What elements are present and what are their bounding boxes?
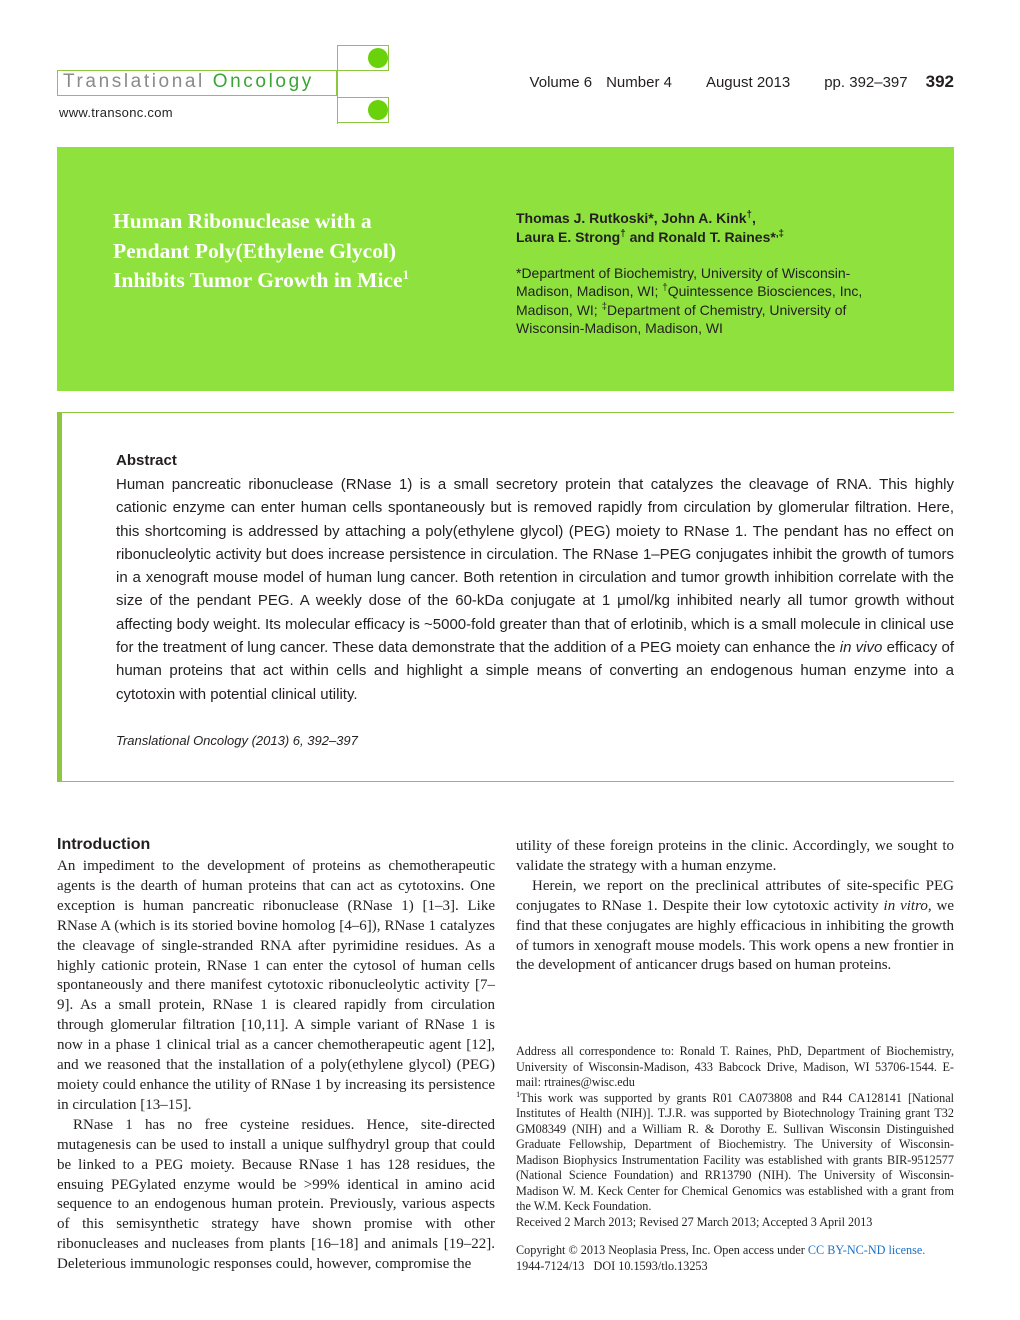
- journal-logo: Translational Oncology: [63, 71, 314, 92]
- funding-note: $^1$This work was supported by grants R01 CA073808 and R44 CA128141 [National Institutes of Health (NIH)]. T.J.R. was supported by Biotechnology Training grant T32 GM08349 (NIH) and a William R. & Dorothy E. Sullivan Wisconsin Distinguished Graduate Fellowship, Department of Biochemistry. The University of Wisconsin-Madison Biophysics Instrumentation Facility was established with grants BIR-9512577 (National Science Foundation) and RR13790 (NIH). The University of Wisconsin-Madison W. M. Keck Center for Chemical Genomics was established with a grant from the W.M. Keck Foundation.: [516, 1088, 954, 1213]
- title-footnote-mark[interactable]: 1: [402, 266, 410, 282]
- correspondence-note: Address all correspondence to: Ronald T. Raines, PhD, Department of Biochemistry, University of Wisconsin-Madison, 433 Babcock Drive, Madison, WI 53706-1544. E-mail: rtraines@wisc.edu: [516, 1044, 954, 1089]
- article-title: Human Ribonuclease with a Pendant Poly(Ethylene Glycol) Inhibits Tumor Growth in Mice$^1$: [113, 209, 410, 292]
- left-column: [57, 857, 495, 1275]
- logo-dot-icon: [368, 48, 388, 68]
- received-dates: Received 2 March 2013; Revised 27 March 2013; Accepted 3 April 2013: [516, 1214, 873, 1229]
- introduction-heading: Introduction: [57, 836, 151, 853]
- intro-paragraph: RNase 1 has no free cysteine residues. Hence, site-directed mutagenesis can be used to install a unique sulfhydryl group that could be linked to a PEG moiety. Because RNase 1 has 128 residues, the ensuing PEGylated enzyme would be >99% identical in amino acid sequence to an endogenous human protein. Previously, various aspects of this semisynthetic strategy have shown promise with other ribonucleases and nucleases from plants [16–18] and animals [19–22]. Deleterious immunologic responses could, however, compromise the: [57, 1116, 495, 1273]
- author-list: Thomas J. Rutkoski*, John A. Kink†, Laura E. Strong† and Ronald T. Raines*,‡: [516, 209, 784, 245]
- doi-line: 1944-7124/13 DOI 10.1593/tlo.13253: [516, 1259, 708, 1273]
- intro-paragraph: Herein, we report on the preclinical attributes of site-specific PEG conjugates to RNase 1. Despite their low cytotoxic activity in vitro, we find that these conjugates are highly efficacious in inhibiting the growth of tumors in xenograft mouse models. This work opens a new frontier in the development of anticancer drugs based on human proteins.: [516, 877, 954, 974]
- affiliations: *Department of Biochemistry, University of Wisconsin-Madison, Madison, WI; †Quintessence Biosciences, Inc, Madison, WI; ‡Department of Chemistry, University of Wisconsin-Madison, Madison, WI: [516, 265, 863, 337]
- page-range: pp. 392–397: [824, 74, 908, 91]
- abstract-rule-top: [57, 412, 954, 413]
- abstract-body: Human pancreatic ribonuclease (RNase 1) is a small secretory protein that catalyzes the cleavage of RNA. This highly cationic enzyme can enter human cells spontaneously but is removed rapidly from circulation by glomerular filtration. Here, this shortcoming is addressed by attaching a poly(ethylene glycol) (PEG) moiety to RNase 1. The pendant has no effect on ribonucleolytic activity but does increase persistence in circulation. The RNase 1–PEG conjugates inhibit the growth of tumors in a xenograft mouse model of human lung cancer. Both retention in circulation and tumor growth inhibition correlate with the size of the pendant PEG. A weekly dose of the 60-kDa conjugate at 1 μmol/kg inhibited nearly all tumor growth without affecting body weight. Its molecular efficacy is ~5000-fold greater than that of erlotinib, which is a small molecule in clinical use for the treatment of lung cancer. These data demonstrate that the addition of a PEG moiety can enhance the in vivo efficacy of human proteins that act within cells and highlight a simple means of converting an endogenous human enzyme into a cytotoxin with potential clinical utility.: [116, 476, 954, 703]
- right-column: [516, 837, 954, 976]
- volume: Volume 6: [529, 74, 593, 91]
- logo-dot-icon: [368, 100, 388, 120]
- intro-paragraph: An impediment to the development of proteins as chemotherapeutic agents is the dearth of human proteins that can act as cytotoxins. One exception is human pancreatic ribonuclease (RNase 1) [1–3]. Like RNase A (which is its storied bovine homolog [4–6]), RNase 1 catalyzes the cleavage of single-stranded RNA after pyrimidine residues. As a highly cationic protein, RNase 1 can enter the cytosol of human cells spontaneously and there manifest cytotoxic ribonucleolytic activity [7–9]. As a small protein, RNase 1 is cleared rapidly from circulation through glomerular filtration [10,11]. A simple variant of RNase 1 is now in a phase 1 clinical trial as a cancer chemotherapeutic agent [12], and we reasoned that the installation of a poly(ethylene glycol) (PEG) moiety could enhance the utility of RNase 1 by increasing its persistence in circulation [13–15].: [57, 858, 495, 1113]
- license-link[interactable]: CC BY-NC-ND license.: [807, 1243, 926, 1257]
- copyright-block: [516, 1242, 954, 1274]
- footnotes: [516, 1044, 954, 1230]
- issue-info: [530, 72, 954, 92]
- page-number: 392: [925, 72, 954, 91]
- abstract-heading: Abstract: [116, 452, 177, 469]
- abstract-side-bar: [57, 413, 62, 781]
- copyright-text: Copyright © 2013 Neoplasia Press, Inc. Open access under: [516, 1243, 808, 1257]
- issue-number: Number 4: [606, 74, 672, 91]
- abstract-citation: Translational Oncology (2013) 6, 392–397: [116, 733, 358, 748]
- journal-website-link[interactable]: www.transonc.com: [59, 105, 173, 120]
- issue-date: August 2013: [705, 74, 791, 91]
- title-banner: [57, 147, 954, 391]
- abstract-rule-bottom: [57, 781, 954, 782]
- intro-paragraph: utility of these foreign proteins in the clinic. Accordingly, we sought to validate the strategy with a human enzyme.: [516, 838, 954, 874]
